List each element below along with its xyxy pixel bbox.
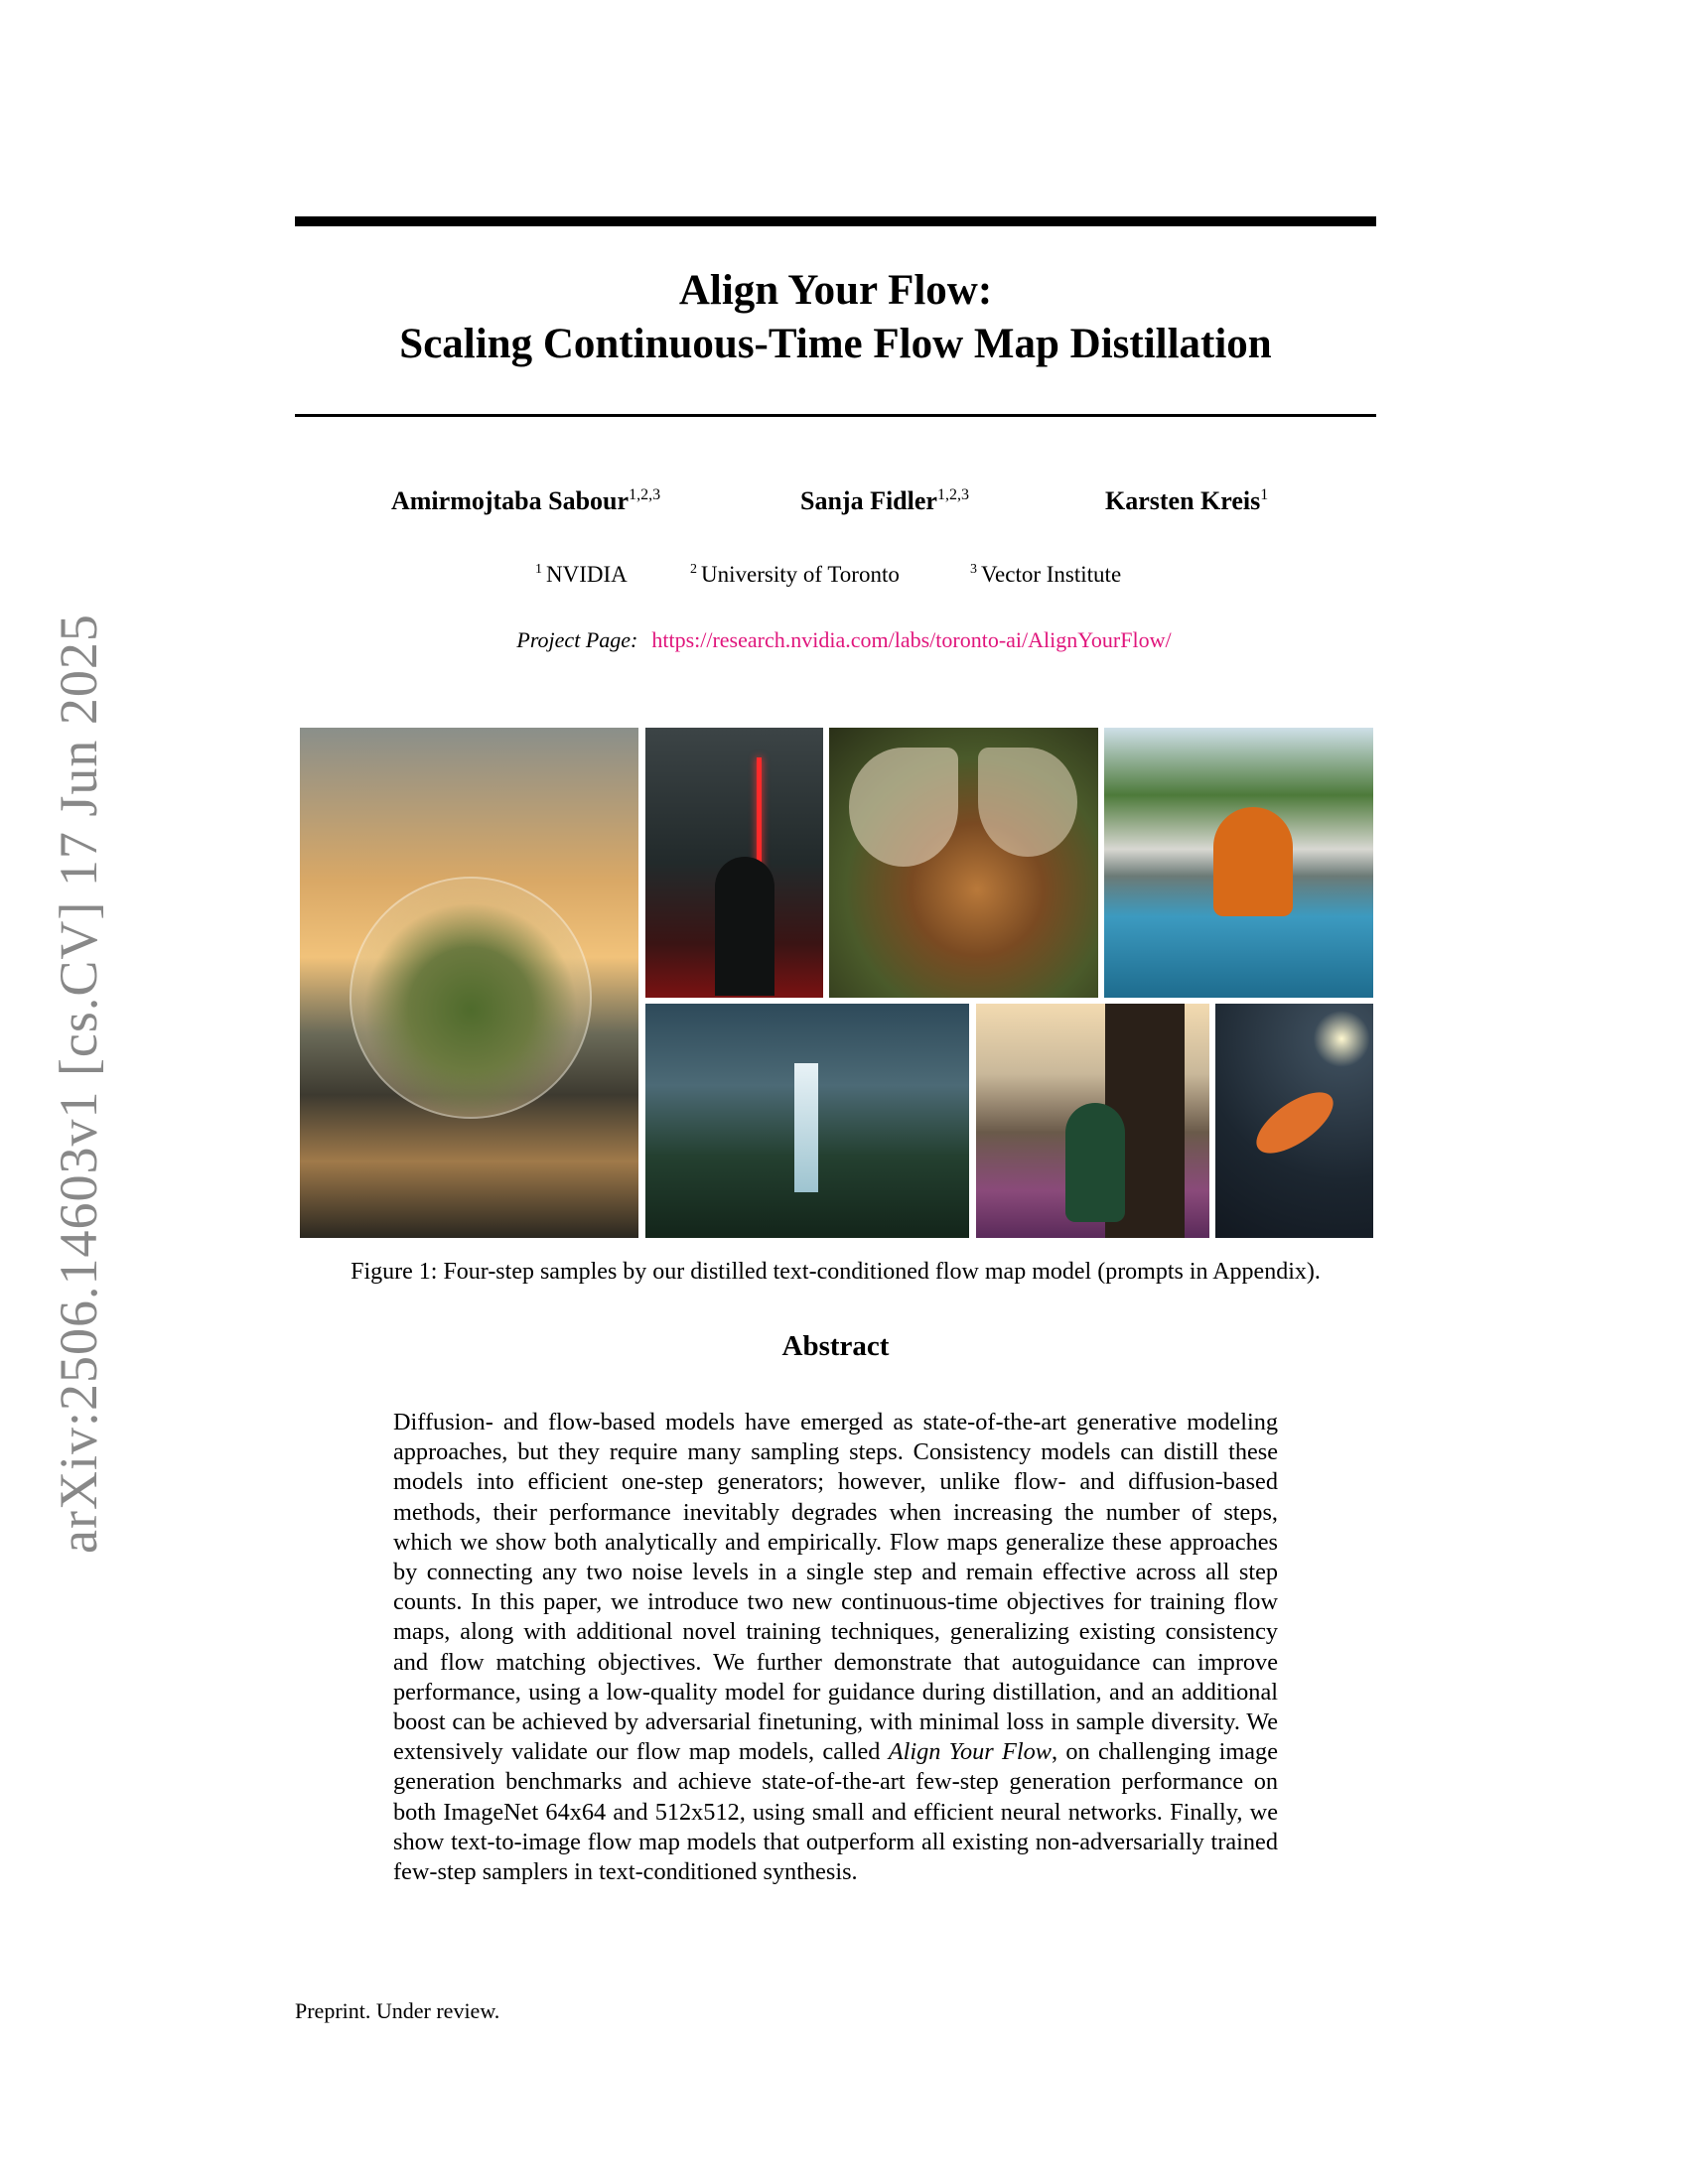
figure-caption: Figure 1: Four-step samples by our distilled text-conditioned flow map model (prompts in Appendix). <box>351 1259 1321 1285</box>
abstract-text-part: Diffusion- and flow-based models have emerged as state-of-the-art generative modeling approaches, but they require many sampling steps. Consistency models can distill these models into efficient one-step generators; however, unlike flow- and diffusion-based methods, their performance inevitably degrades when increasing the number of steps, which we show both analytically and empirically. Flow maps generalize these approaches by connecting any two noise levels in a single step and remain effective across all step counts. In this paper, we introduce two new continuous-time objectives for training flow maps, along with additional novel training techniques, generalizing existing consistency and flow matching objectives. We further demonstrate that autoguidance can improve performance, using a low-quality model for guidance during distillation, and an additional boost can be achieved by adversarial finetuning, with minimal loss in sample diversity. We extensively validate our flow map models, called <box>393 1409 1278 1766</box>
sample-image-woman-under-tree <box>976 1004 1209 1238</box>
project-page <box>0 627 1688 653</box>
project-page-link[interactable]: https://research.nvidia.com/labs/toronto-ai/AlignYourFlow/ <box>651 627 1172 652</box>
title-rule-top <box>295 216 1376 226</box>
abstract-method-name: Align Your Flow <box>888 1738 1052 1766</box>
affiliation-name: NVIDIA <box>546 562 628 587</box>
sample-image-monk-pool <box>1104 728 1373 998</box>
author <box>391 486 660 516</box>
affiliation-name: University of Toronto <box>701 562 900 587</box>
affiliation-number: 2 <box>690 562 697 577</box>
title-line-2: Scaling Continuous-Time Flow Map Distillation <box>399 321 1272 367</box>
author-name: Amirmojtaba Sabour <box>391 486 630 515</box>
sample-image-forest-waterfall <box>645 1004 969 1238</box>
author <box>1105 486 1268 516</box>
affiliation <box>690 562 900 588</box>
abstract-heading: Abstract <box>781 1330 890 1362</box>
author-name: Sanja Fidler <box>800 486 937 515</box>
sample-image-koi-fish <box>1215 1004 1373 1238</box>
sample-image-sith-forest <box>645 728 823 998</box>
footer-note: Preprint. Under review. <box>295 1998 500 2023</box>
affiliation-number: 3 <box>970 562 977 577</box>
author-name: Karsten Kreis <box>1105 486 1261 515</box>
sample-image-crystal-sphere-island <box>300 728 638 1238</box>
author-affiliation-marks: 1,2,3 <box>936 486 969 503</box>
affiliation <box>535 562 628 588</box>
author-affiliation-marks: 1 <box>1260 486 1269 503</box>
abstract-text-part: , on challenging image generation benchmarks and achieve state-of-the-art few-step generation performance on both ImageNet 64x64 and 512x512, using small and efficient neural networks. Finally, we show text-to-image flow map models that outperform all existing non-adversarially trained few-step samplers in text-conditioned synthesis. <box>393 1738 1278 1886</box>
sample-image-winged-tiger-rabbit <box>829 728 1098 998</box>
author-affiliation-marks: 1,2,3 <box>629 486 661 503</box>
affiliation-number: 1 <box>535 562 542 577</box>
paper-title <box>295 264 1376 371</box>
title-rule-bottom <box>295 414 1376 417</box>
arxiv-identifier: arXiv:2506.14603v1 [cs.CV] 17 Jun 2025 <box>49 614 108 1554</box>
affiliation-name: Vector Institute <box>981 562 1122 587</box>
author <box>800 486 969 516</box>
abstract-text <box>393 1408 1278 1887</box>
affiliation <box>970 562 1121 588</box>
title-line-1: Align Your Flow: <box>678 267 993 314</box>
project-page-label: Project Page: <box>516 627 638 652</box>
